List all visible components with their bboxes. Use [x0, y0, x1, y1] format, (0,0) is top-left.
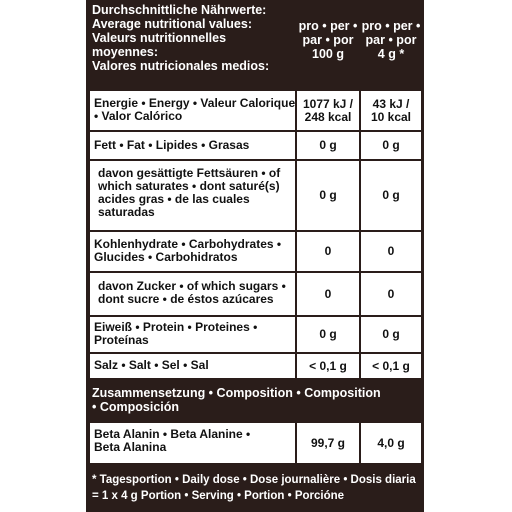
- row-label-salt: [90, 354, 295, 378]
- row-label-line: davon Zucker • of which sugars •: [98, 279, 286, 293]
- row-value-line: 0 g: [319, 327, 337, 341]
- row-label-fat: [90, 132, 295, 159]
- row-value-protein-4g: [361, 317, 421, 352]
- row-label-line: which saturates • dont saturé(s): [98, 179, 280, 193]
- row-value-line: 0 g: [382, 327, 400, 341]
- row-label-line: dont sucre • de éstos azúcares: [98, 292, 274, 306]
- row-value-line: 0 g: [319, 138, 337, 152]
- row-label-line: acides gras • de las cuales: [98, 192, 250, 206]
- header-col-line: 100 g: [312, 47, 344, 61]
- row-value-energy-100g: [297, 91, 359, 130]
- row-value-line: < 0,1 g: [309, 358, 347, 373]
- row-label-line: Kohlenhydrate • Carbohydrates •: [94, 237, 282, 251]
- composition-title-line: Zusammensetzung • Composition • Composition: [92, 386, 381, 400]
- ingredient-label-line: Beta Alanin • Beta Alanine •: [94, 427, 251, 441]
- footnote-line: * Tagesportion • Daily dose • Dose journalière • Dosis diaria: [92, 474, 416, 486]
- header-col-4g: [360, 19, 422, 67]
- row-value-line: 0 g: [319, 188, 337, 202]
- row-value-line: 10 kcal: [370, 109, 412, 124]
- composition-title: [92, 386, 422, 418]
- row-value-salt-4g: [361, 354, 421, 378]
- row-value-line: 0: [387, 244, 395, 258]
- row-value-sugars-4g: [361, 273, 421, 315]
- row-value-energy-4g: [361, 91, 421, 130]
- row-label-protein: [90, 317, 295, 352]
- header-col-line: par • por: [302, 33, 354, 47]
- row-label-line: Proteínas: [94, 333, 149, 347]
- row-value-line: 1077 kJ /: [302, 96, 354, 111]
- row-value-line: 0: [324, 286, 332, 301]
- header-col-line: pro • per •: [361, 19, 421, 33]
- row-label-line: Glucides • Carbohidratos: [94, 250, 238, 264]
- ingredient-value-4g: [361, 423, 421, 463]
- row-label-line: saturadas: [98, 205, 155, 219]
- footnote-line: = 1 x 4 g Portion • Serving • Portion • Porcióne: [92, 490, 345, 502]
- row-value-line: 0: [387, 286, 395, 301]
- row-value-saturates-100g: [297, 161, 359, 230]
- row-value-line: 0 g: [382, 138, 400, 152]
- row-label-line: Fett • Fat • Lipides • Grasas: [94, 138, 250, 152]
- footnote: [92, 472, 422, 508]
- row-value-fat-4g: [361, 132, 421, 159]
- row-value-line: 248 kcal: [304, 109, 352, 124]
- row-label-line: Salz • Salt • Sel • Sal: [94, 358, 209, 372]
- row-label-line: Eiweiß • Protein • Proteines •: [94, 320, 258, 334]
- row-label-carbohydrates: [90, 232, 295, 271]
- header-title-line: Valeurs nutritionnelles: [92, 31, 227, 45]
- header-title-line: Valores nutricionales medios:: [92, 59, 270, 73]
- row-value-line: 0: [324, 244, 332, 258]
- row-value-saturates-4g: [361, 161, 421, 230]
- header-title: [92, 3, 292, 87]
- row-value-line: < 0,1 g: [372, 358, 410, 373]
- row-value-carbohydrates-100g: [297, 232, 359, 271]
- header-col-100g: [296, 19, 360, 67]
- row-label-line: Energie • Energy • Valeur Calorique: [94, 96, 295, 110]
- ingredient-value: 4,0 g: [377, 435, 405, 450]
- ingredient-label: [90, 423, 295, 463]
- header-title-line: moyennes:: [92, 45, 158, 59]
- ingredient-value-100g: [297, 423, 359, 463]
- row-value-carbohydrates-4g: [361, 232, 421, 271]
- header-title-line: Average nutritional values:: [92, 17, 252, 31]
- row-label-saturates: [90, 161, 295, 230]
- ingredient-value: 99,7 g: [310, 435, 346, 450]
- row-value-salt-100g: [297, 354, 359, 378]
- ingredient-label-line: Beta Alanina: [94, 440, 167, 454]
- row-value-line: 43 kJ /: [372, 96, 410, 111]
- row-value-protein-100g: [297, 317, 359, 352]
- header-col-line: par • por: [365, 33, 417, 47]
- row-value-line: 0 g: [382, 188, 400, 202]
- row-label-line: • Valor Calórico: [94, 109, 183, 123]
- header-title-line: Durchschnittliche Nährwerte:: [92, 3, 267, 17]
- composition-title-line: • Composición: [92, 400, 180, 414]
- row-label-energy: [90, 91, 295, 130]
- header-col-line: pro • per •: [298, 19, 358, 33]
- row-label-line: davon gesättigte Fettsäuren • of: [98, 166, 281, 180]
- row-value-sugars-100g: [297, 273, 359, 315]
- row-label-sugars: [90, 273, 295, 315]
- row-value-fat-100g: [297, 132, 359, 159]
- header-col-line: 4 g *: [377, 47, 405, 61]
